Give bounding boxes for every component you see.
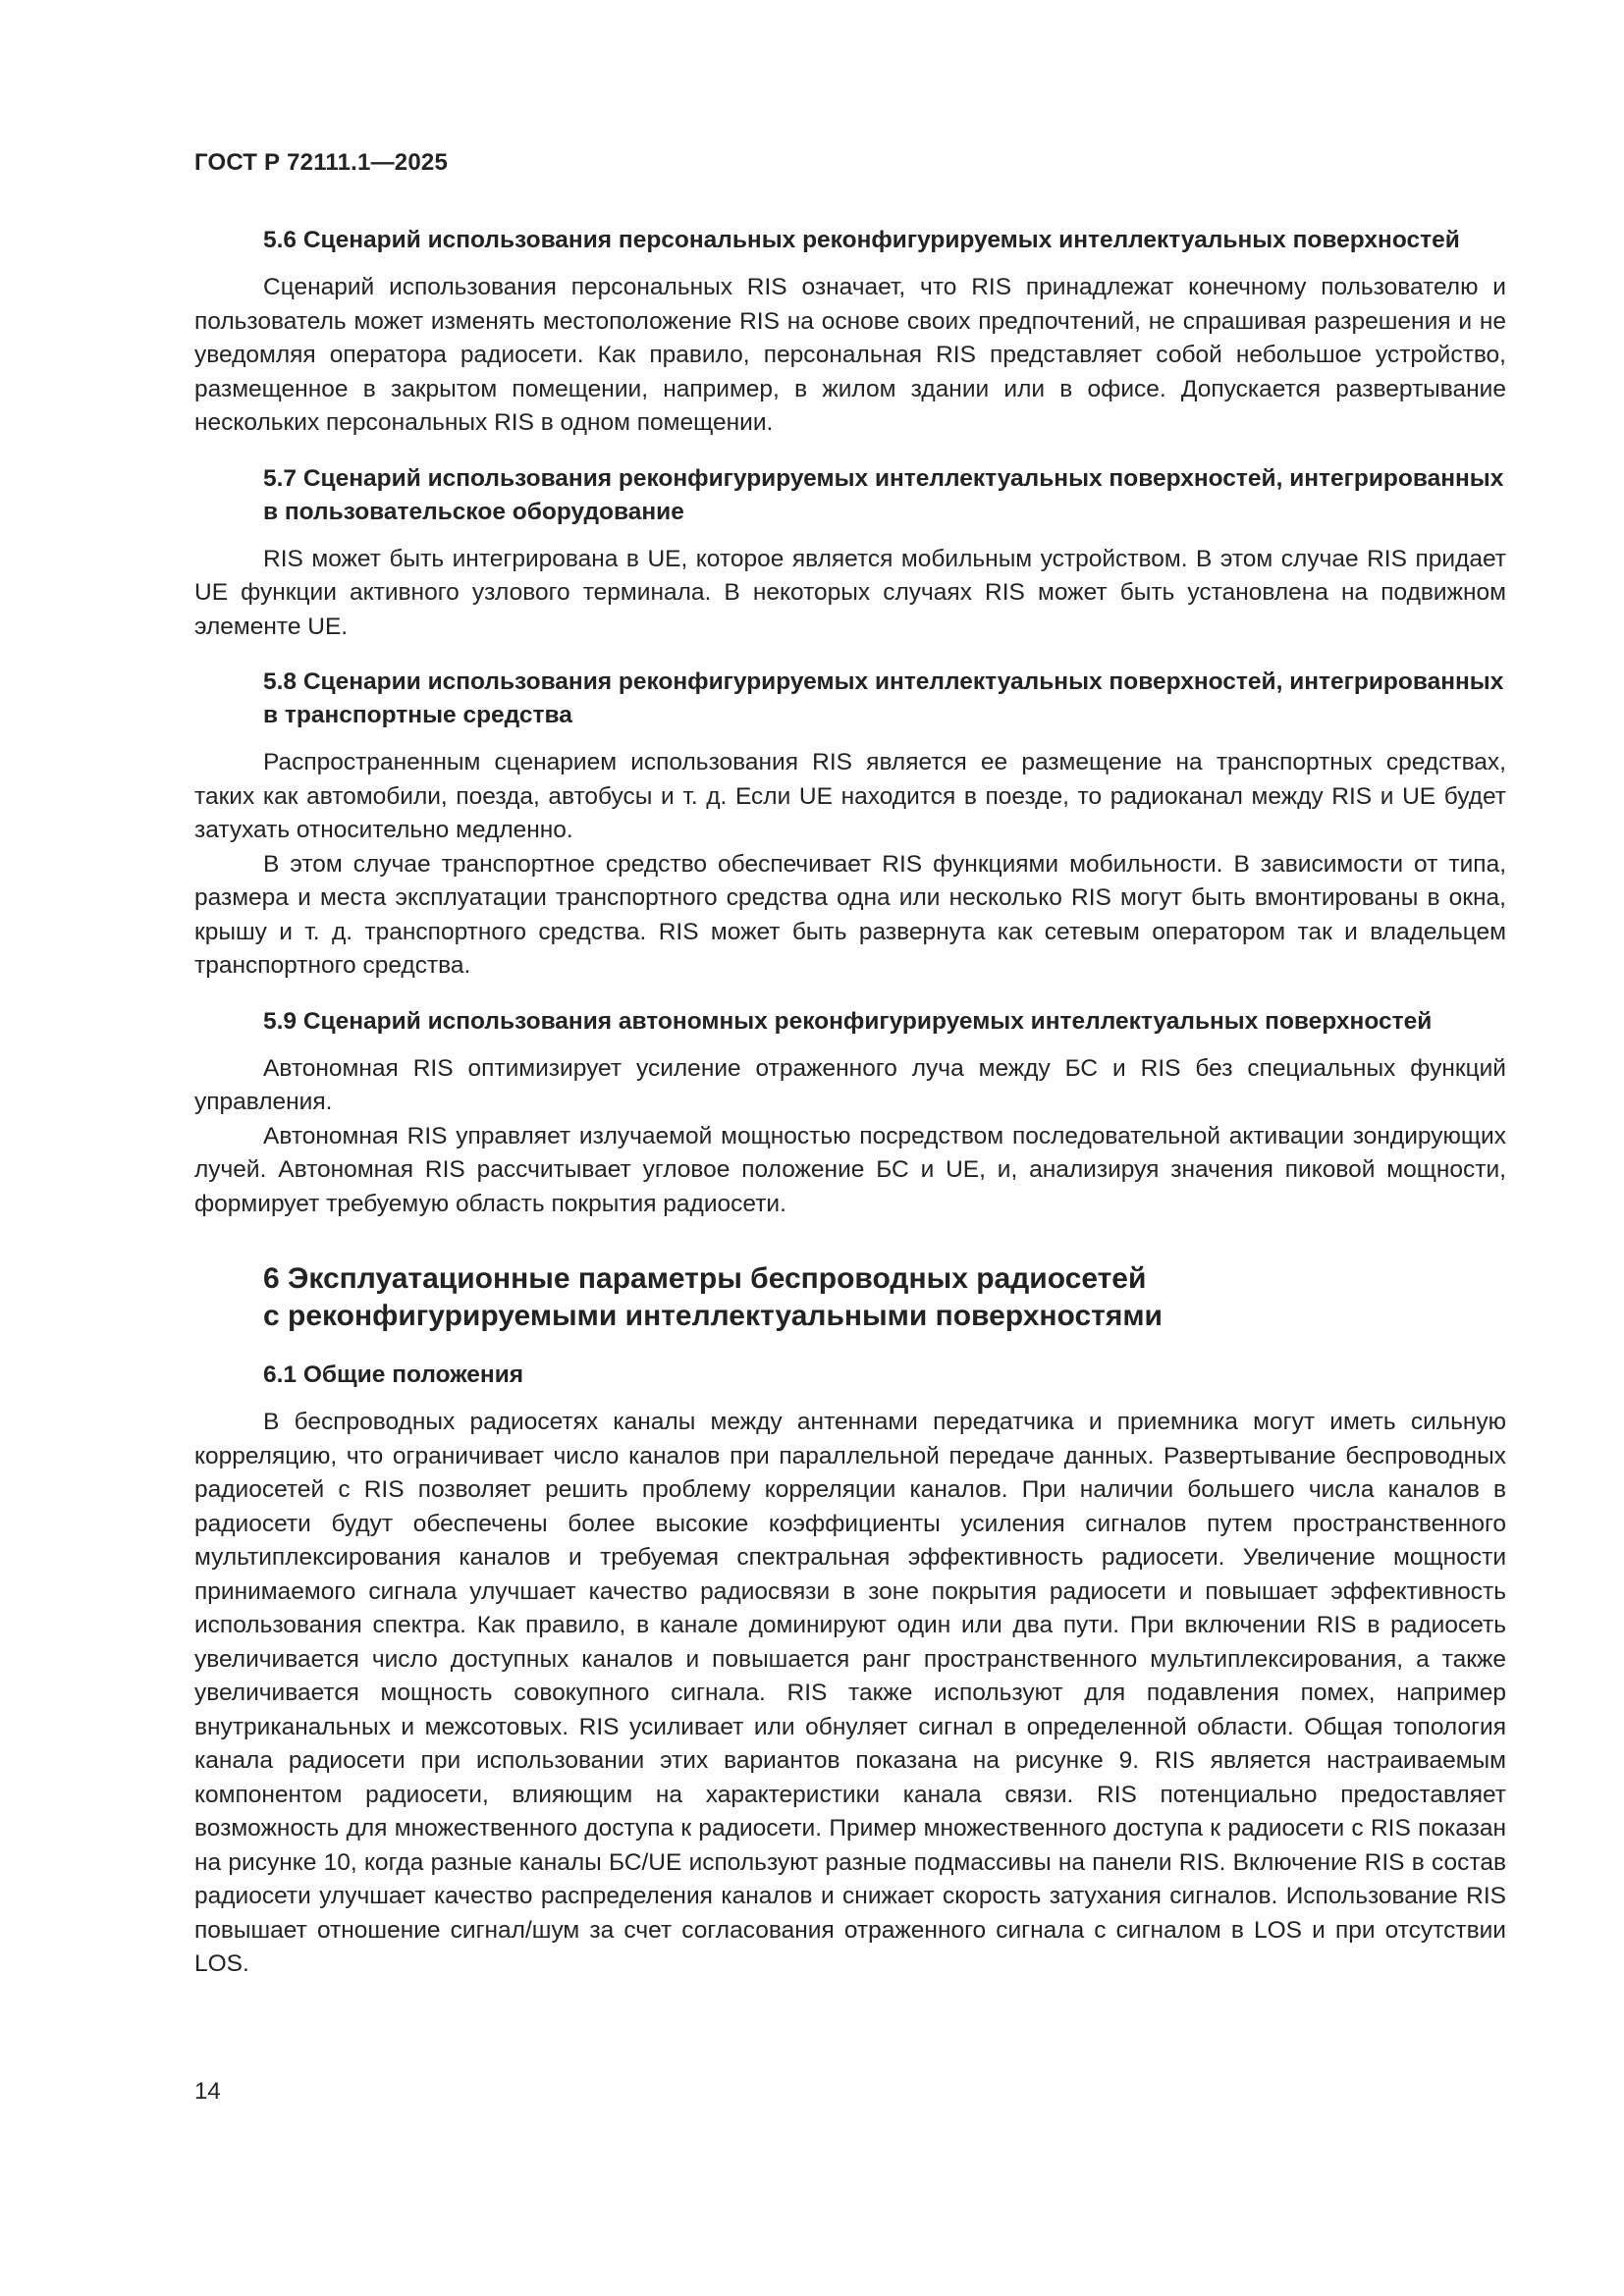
section-heading: 5.9 Сценарий использования автономных реконфигурируемых интеллектуальных поверхностей bbox=[263, 1007, 1433, 1035]
page-content bbox=[194, 224, 1506, 2003]
section-heading: 5.6 Сценарий использования персональных реконфигурируемых интеллектуальных поверхностей bbox=[263, 227, 1460, 253]
page-number: 14 bbox=[194, 2078, 221, 2105]
paragraph: В этом случае транспортное средство обеспечивает RIS функциями мобильности. В зависимости от типа, размера и места эксплуатации транспортного средства одна или несколько RIS могут быть вмонтированы в окна, крышу и т. д. транспортного средства. RIS может быть развернута как сетевым оператором так и владельцем транспортного средства. bbox=[194, 850, 1506, 979]
document-id-header: ГОСТ Р 72111.1—2025 bbox=[194, 149, 448, 176]
section-5-6 bbox=[194, 224, 1506, 441]
subsection-heading: 6.1 Общие положения bbox=[263, 1362, 524, 1388]
section-5-9 bbox=[194, 1005, 1506, 1222]
chapter-heading-line-2: с реконфигурируемыми интеллектуальными поверхностями bbox=[263, 1300, 1163, 1332]
chapter-6 bbox=[194, 1260, 1506, 1982]
paragraph: Сценарий использования персональных RIS означает, что RIS принадлежат конечному пользователю и пользователь может изменять местоположение RIS на основе своих предпочтений, не спрашивая разрешения и не уведомляя оператора радиосети. Как правило, персональная RIS представляет собой небольшое устройство, размещенное в закрытом помещении, например, в жилом здании или в офисе. Допускается развертывание нескольких персональных RIS в одном помещении. bbox=[194, 274, 1506, 436]
paragraph: Распространенным сценарием использования RIS является ее размещение на транспортных средствах, таких как автомобили, поезда, автобусы и т. д. Если UE находится в поезде, то радиоканал между RIS и UE будет затухать относительно медленно. bbox=[194, 749, 1506, 843]
paragraph: В беспроводных радиосетях каналы между антеннами передатчика и приемника могут иметь сильную корреляцию, что ограничивает число каналов при параллельной передаче данных. Развертывание беспроводных радиосетей с RIS позволяет решить проблему корреляции каналов. При наличии большего числа каналов в радиосети будут обеспечены более высокие коэффициенты усиления сигналов путем пространственного мультиплексирования каналов и требуемая спектральная эффективность радиосети. Увеличение мощности принимаемого сигнала улучшает качество радиосвязи в зоне покрытия радиосети и повышает эффективность использования спектра. Как правило, в канале доминируют один или два пути. При включении RIS в радиосеть увеличивается число доступных каналов и повышается ранг пространственного мультиплексирования, а также увеличивается мощность совокупного сигнала. RIS также используют для подавления помех, например внутриканальных и межсотовых. RIS усиливает или обнуляет сигнал в определенной области. Общая топология канала радиосети при использовании этих вариантов показана на рисунке 9. RIS является настраиваемым компонентом радиосети, влияющим на характеристики канала связи. RIS потенциально предоставляет возможность для множественного доступа к радиосети. Пример множественного доступа к радиосети с RIS показан на рисунке 10, когда разные каналы БС/UE используют разные подмассивы на панели RIS. Включение RIS в состав радиосети улучшает качество распределения каналов и снижает скорость затухания сигналов. Использование RIS повышает отношение сигнал/шум за счет согласования отраженного сигнала с сигналом в LOS и при отсутствии LOS. bbox=[194, 1409, 1506, 1977]
paragraph: Автономная RIS оптимизирует усиление отраженного луча между БС и RIS без специальных функций управления. bbox=[194, 1054, 1506, 1115]
paragraph: RIS может быть интегрирована в UE, которое является мобильным устройством. В этом случае RIS придает UE функции активного узлового терминала. В некоторых случаях RIS может быть установлена на подвижном элементе UE. bbox=[194, 545, 1506, 640]
paragraph: Автономная RIS управляет излучаемой мощностью посредством последовательной активации зондирующих лучей. Автономная RIS рассчитывает угловое положение БС и UE, и, анализируя значения пиковой мощности, формирует требуемую область покрытия радиосети. bbox=[194, 1122, 1506, 1217]
section-5-7 bbox=[194, 462, 1506, 645]
section-heading: 5.7 Сценарий использования реконфигурируемых интеллектуальных поверхностей, интегрированных в пользовательское оборудование bbox=[263, 464, 1504, 525]
chapter-heading-line-1: 6 Эксплуатационные параметры беспроводных радиосетей bbox=[263, 1262, 1147, 1295]
section-heading: 5.8 Сценарии использования реконфигурируемых интеллектуальных поверхностей, интегрированных в транспортные средства bbox=[263, 668, 1504, 728]
chapter-heading bbox=[194, 1260, 1506, 1335]
section-5-8 bbox=[194, 666, 1506, 984]
